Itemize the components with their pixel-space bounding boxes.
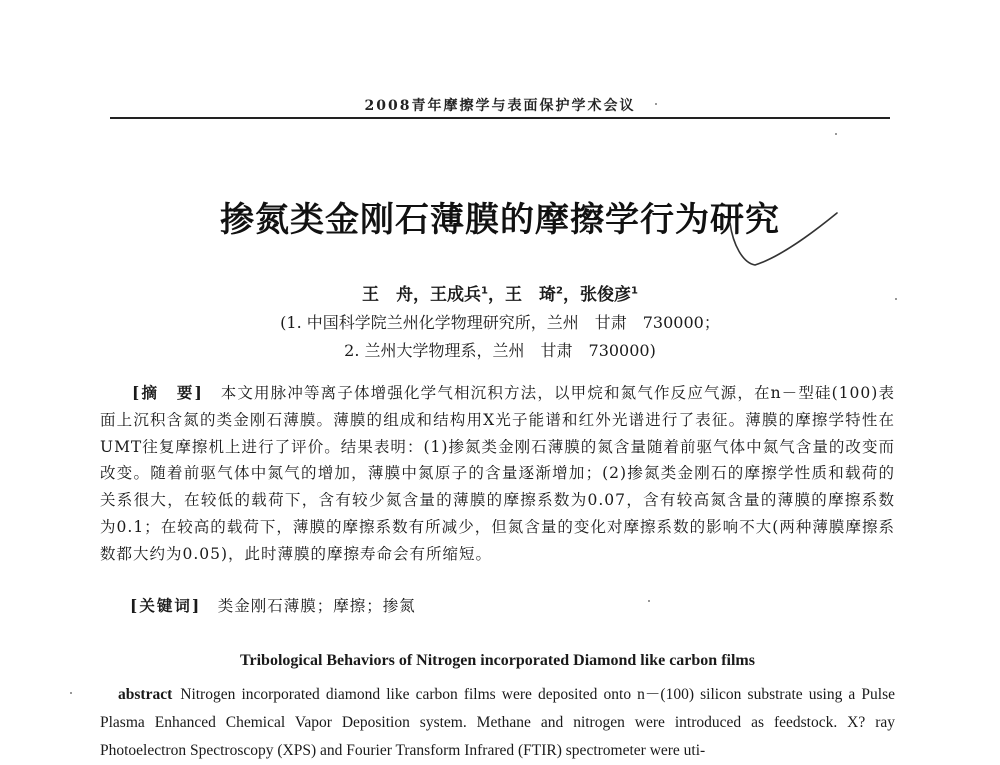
handwritten-check-mark <box>725 195 845 275</box>
keywords-text: 类金刚石薄膜；摩擦；掺氮 <box>217 597 416 615</box>
article-title: 掺氮类金刚石薄膜的摩擦学行为研究 <box>220 200 780 240</box>
keywords-label: [关键词] <box>130 596 202 615</box>
author-name: 王成兵 <box>430 285 482 305</box>
scan-speck <box>655 103 657 105</box>
affiliation-1: (1. 中国科学院兰州化学物理研究所，兰州 甘肃 730000； <box>280 313 720 332</box>
author-affiliation-mark: 1 <box>630 285 638 297</box>
english-abstract-label: abstract <box>118 686 173 703</box>
author-name: 张俊彦 <box>579 285 631 305</box>
scan-speck <box>895 298 897 300</box>
scan-speck <box>648 600 650 602</box>
english-abstract <box>100 681 895 765</box>
scan-speck <box>70 692 72 694</box>
english-abstract-text: Nitrogen incorporated diamond like carbon films were deposited onto n－(100) silicon substrate using a Pulse Plasma Enhanced Chemical Vapor Deposition system. Methane and nitrogen were introduced as feedstock. X? ray Photoelectron Spectroscopy (XPS) and Fourier Transform Infrared (FTIR) spectrometer were uti- <box>100 686 895 759</box>
english-title: Tribological Behaviors of Nitrogen incorporated Diamond like carbon films <box>240 652 755 669</box>
scan-speck <box>835 133 837 135</box>
affiliation-2: 2. 兰州大学物理系，兰州 甘肃 730000) <box>344 341 656 360</box>
author-separator: ， <box>488 285 506 305</box>
author-name: 王 舟， <box>362 285 431 305</box>
chinese-abstract <box>100 380 895 568</box>
author-affiliation-mark: 2 <box>556 285 563 297</box>
abstract-label: [摘 要] <box>132 383 204 402</box>
author-separator: ， <box>562 285 580 305</box>
author-list <box>200 280 800 305</box>
author-name: 王 琦 <box>505 285 557 305</box>
header-rule <box>110 117 890 119</box>
abstract-text: 本文用脉冲等离子体增强化学气相沉积方法，以甲烷和氮气作反应气源，在n－型硅(100)表面上沉积含氮的类金刚石薄膜。薄膜的组成和结构用X光子能谱和红外光谱进行了表征。薄膜的摩擦学特性在UMT往复摩擦机上进行了评价。结果表明：(1)掺氮类金刚石薄膜的氮含量随着前驱气体中氮气含量的改变而改变。随着前驱气体中氮气的增加，薄膜中氮原子的含量逐渐增加；(2)掺氮类金刚石的摩擦学性质和载荷的关系很大，在较低的载荷下，含有较少氮含量的薄膜的摩擦系数为0.07，含有较高氮含量的薄膜的摩擦系数为0.1；在较高的载荷下，薄膜的摩擦系数有所减少，但氮含量的变化对摩擦系数的影响不大(两种薄膜摩擦系数都大约为0.05)，此时薄膜的摩擦寿命会有所缩短。 <box>100 384 895 563</box>
author-affiliation-mark: 1 <box>481 285 489 297</box>
running-head: 2008青年摩擦学与表面保护学术会议 <box>364 98 636 114</box>
keywords <box>130 594 830 616</box>
